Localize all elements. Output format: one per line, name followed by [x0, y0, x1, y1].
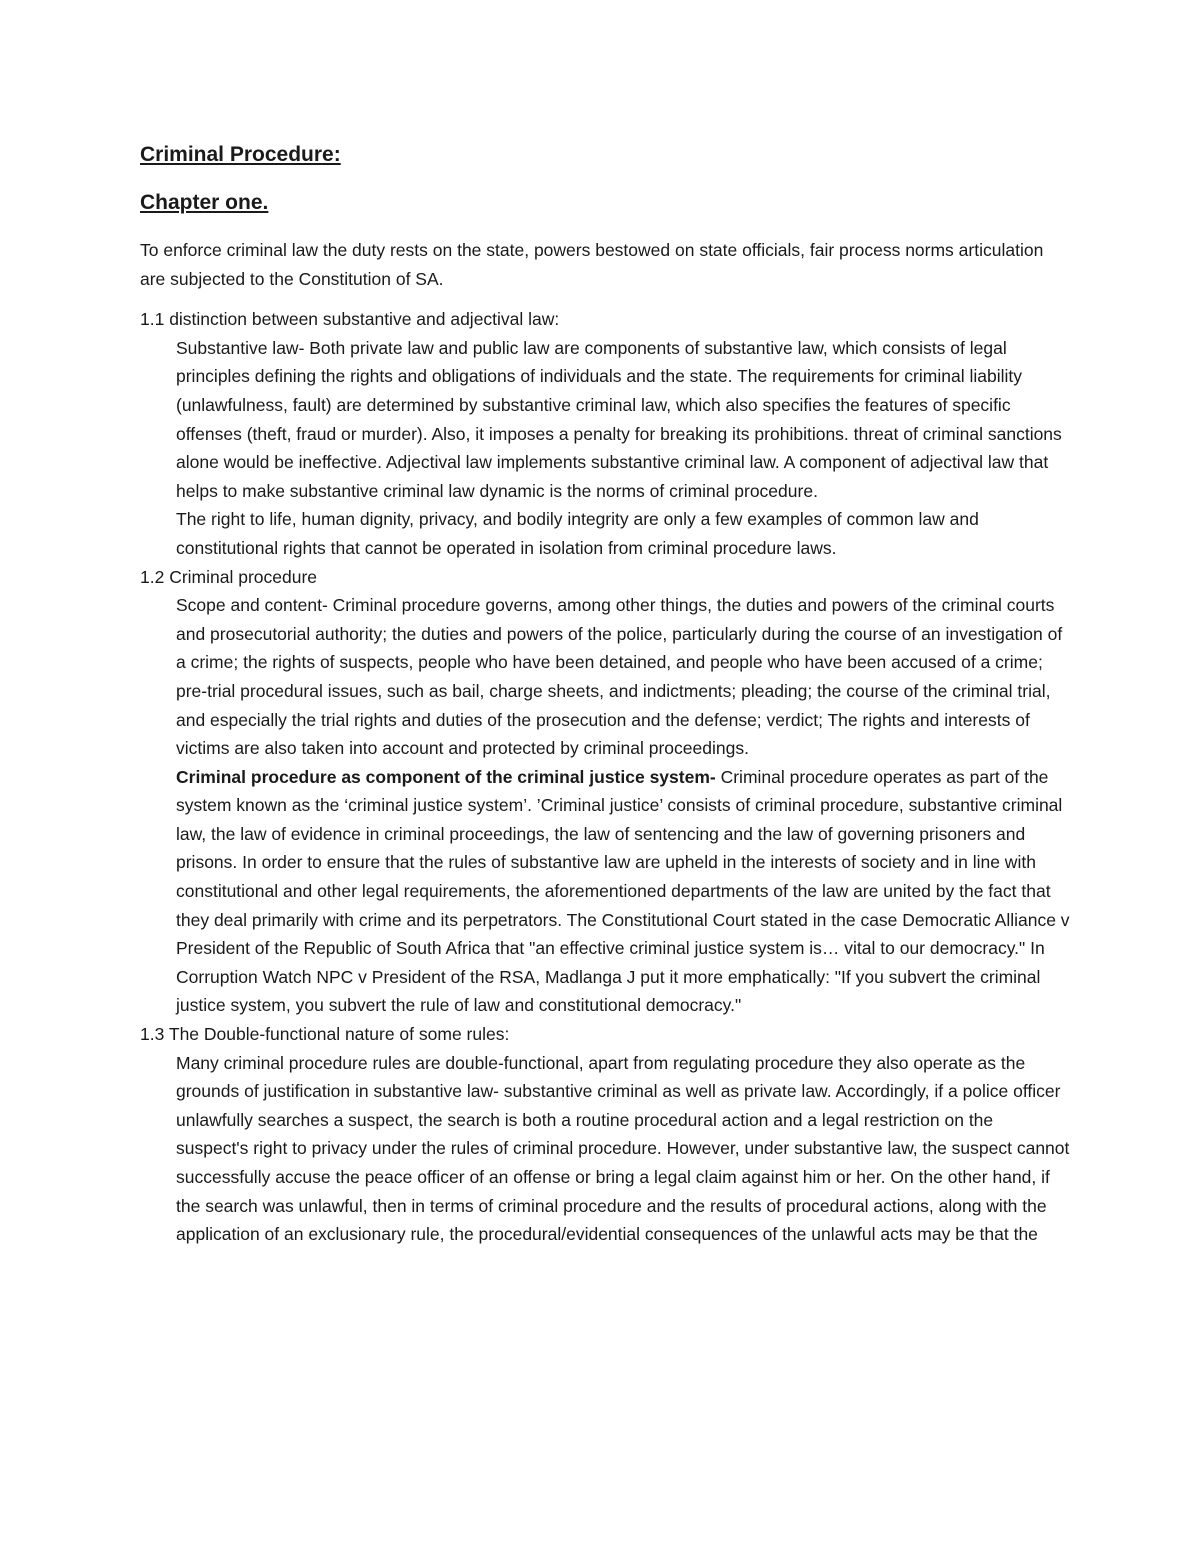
- chapter-heading: Chapter one.: [140, 191, 269, 214]
- section-heading: 1.3 The Double-functional nature of some rules:: [140, 1024, 510, 1045]
- section-heading: 1.2 Criminal procedure: [140, 566, 318, 587]
- section-paragraph: The right to life, human dignity, privacy, and bodily integrity are only a few examples of common law and constitutional rights that cannot be operated in isolation from criminal procedure laws.: [176, 509, 979, 558]
- document-title: Criminal Procedure:: [140, 143, 341, 166]
- section-1-2: [140, 563, 1070, 1021]
- section-1-3: [140, 1020, 1070, 1249]
- document-body: [140, 138, 1070, 1249]
- section-1-1: [140, 305, 1070, 562]
- bold-lead-phrase: Criminal procedure as component of the criminal justice system-: [176, 766, 716, 787]
- section-paragraph: Scope and content- Criminal procedure governs, among other things, the duties and powers of the criminal courts and prosecutorial authority; the duties and powers of the police, particularly during the course of an investigation of a crime; the rights of suspects, people who have been detained, and people who have been accused of a crime; pre-trial procedural issues, such as bail, charge sheets, and indictments; pleading; the course of the criminal trial, and especially the trial rights and duties of the prosecution and the defense; verdict; The rights and interests of victims are also taken into account and protected by criminal proceedings.: [176, 595, 1063, 759]
- section-paragraph: Substantive law- Both private law and public law are components of substantive law, which consists of legal principles defining the rights and obligations of individuals and the state. The requirements for criminal liability (unlawfulness, fault) are determined by substantive criminal law, which also specifies the features of specific offenses (theft, fraud or murder). Also, it imposes a penalty for breaking its prohibitions. threat of criminal sanctions alone would be ineffective. Adjectival law implements substantive criminal law. A component of adjectival law that helps to make substantive criminal law dynamic is the norms of criminal procedure.: [176, 337, 1062, 501]
- intro-paragraph: To enforce criminal law the duty rests on the state, powers bestowed on state officials, fair process norms articulation are subjected to the Constitution of SA.: [140, 240, 1044, 289]
- paragraph-text: Criminal procedure operates as part of the system known as the ‘criminal justice system’. ’Criminal justice’ consists of criminal procedure, substantive criminal law, the law of evidence in criminal proceedings, the law of sentencing and the law of governing prisoners and prisons. In order to ensure that the rules of substantive law are upheld in the interests of society and in line with constitutional and other legal requirements, the aforementioned departments of the law are united by the fact that they deal primarily with crime and its perpetrators. The Constitutional Court stated in the case Democratic Alliance v President of the Republic of South Africa that "an effective criminal justice system is… vital to our democracy." In Corruption Watch NPC v President of the RSA, Madlanga J put it more emphatically: "If you subvert the criminal justice system, you subvert the rule of law and constitutional democracy.": [176, 766, 1070, 1016]
- section-paragraph-with-lead: [176, 763, 1070, 1020]
- section-heading: 1.1 distinction between substantive and adjectival law:: [140, 309, 560, 330]
- section-paragraph: Many criminal procedure rules are double-functional, apart from regulating procedure they also operate as the grounds of justification in substantive law- substantive criminal as well as private law. Accordingly, if a police officer unlawfully searches a suspect, the search is both a routine procedural action and a legal restriction on the suspect's right to privacy under the rules of criminal procedure. However, under substantive law, the suspect cannot successfully accuse the peace officer of an offense or bring a legal claim against him or her. On the other hand, if the search was unlawful, then in terms of criminal procedure and the results of procedural actions, along with the application of an exclusionary rule, the procedural/evidential consequences of the unlawful acts may be that the: [176, 1052, 1070, 1245]
